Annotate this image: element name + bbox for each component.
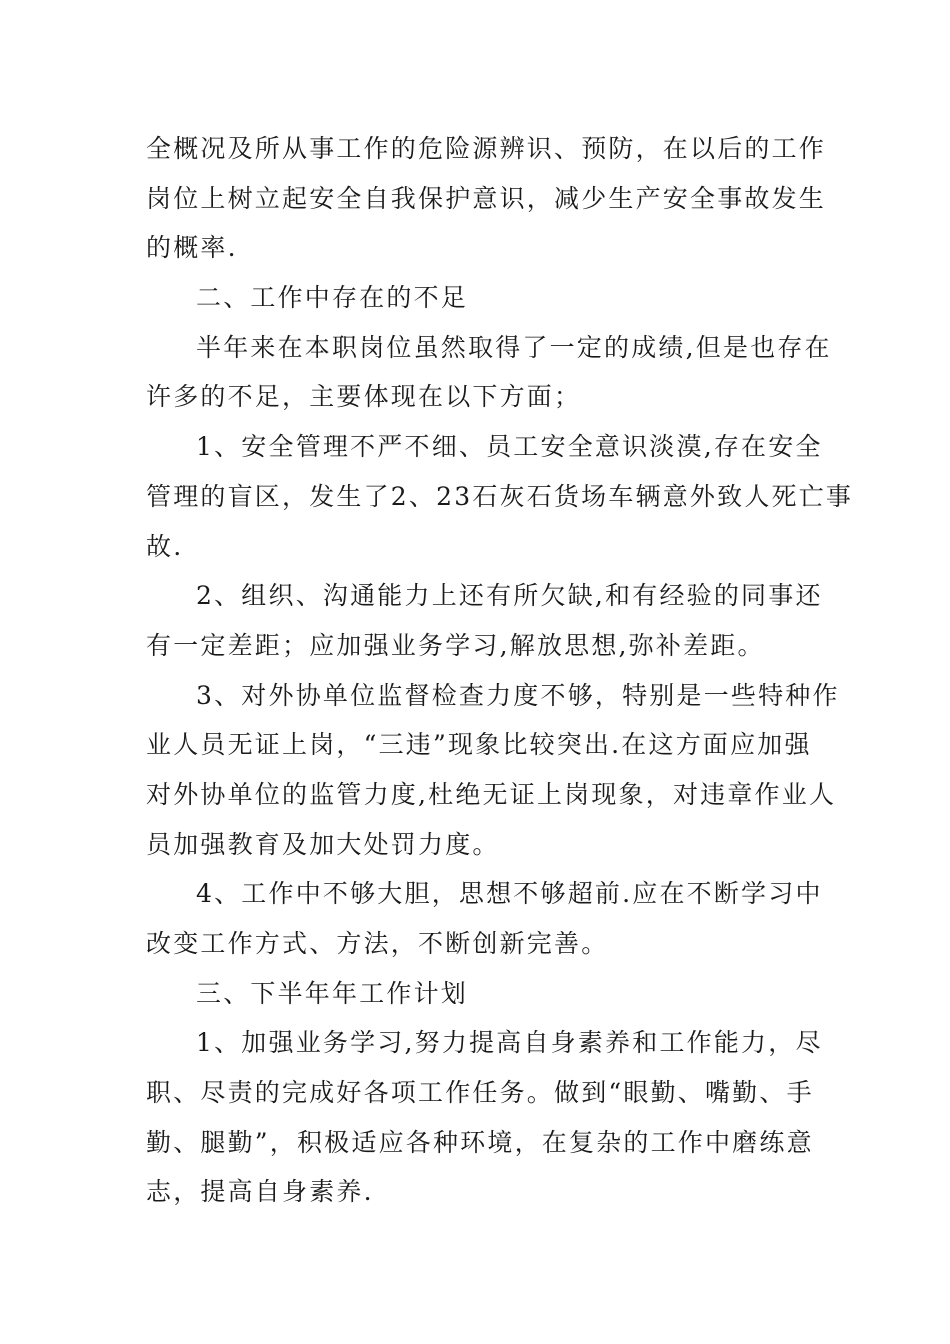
- text-line: 业人员无证上岗，“三违”现象比较突出.在这方面应加强: [146, 730, 812, 760]
- text-line: 的概率.: [146, 233, 238, 263]
- document-body: [146, 124, 854, 1217]
- text-line: 3、对外协单位监督检查力度不够，特别是一些特种作: [196, 680, 840, 710]
- text-line: 改变工作方式、方法，不断创新完善。: [146, 929, 609, 958]
- text-line: 员加强教育及加大处罚力度。: [146, 829, 500, 859]
- text-line: 勤、腿勤”，积极适应各种环境，在复杂的工作中磨练意: [146, 1127, 814, 1157]
- text-line: 志，提高自身素养.: [146, 1177, 374, 1207]
- text-line: 1、安全管理不严不细、员工安全意识淡漠,存在安全: [196, 432, 823, 462]
- section-heading: 二、工作中存在的不足: [196, 283, 469, 313]
- text-line: 4、工作中不够大胆，思想不够超前.应在不断学习中: [196, 879, 823, 909]
- text-line: 全概况及所从事工作的危险源辨识、预防，在以后的工作: [146, 134, 827, 163]
- text-line: 对外协单位的监管力度,杜绝无证上岗现象，对违章作业人: [146, 779, 837, 809]
- section-heading: 三、下半年年工作计划: [196, 978, 469, 1008]
- text-line: 岗位上树立起安全自我保护意识，减少生产安全事故发生: [146, 183, 827, 213]
- text-line: 有一定差距；应加强业务学习,解放思想,弥补差距。: [146, 630, 765, 660]
- text-line: 许多的不足，主要体现在以下方面；: [146, 382, 582, 412]
- text-line: 2、组织、沟通能力上还有所欠缺,和有经验的同事还: [196, 581, 823, 611]
- text-line: 职、尽责的完成好各项工作任务。做到“眼勤、嘴勤、手: [146, 1078, 814, 1108]
- text-line: 故.: [146, 531, 184, 561]
- text-line: 管理的盲区，发生了2、23石灰石货场车辆意外致人死亡事: [146, 481, 854, 511]
- text-line: 半年来在本职岗位虽然取得了一定的成绩,但是也存在: [196, 332, 832, 362]
- text-line: 1、加强业务学习,努力提高自身素养和工作能力，尽: [196, 1028, 823, 1058]
